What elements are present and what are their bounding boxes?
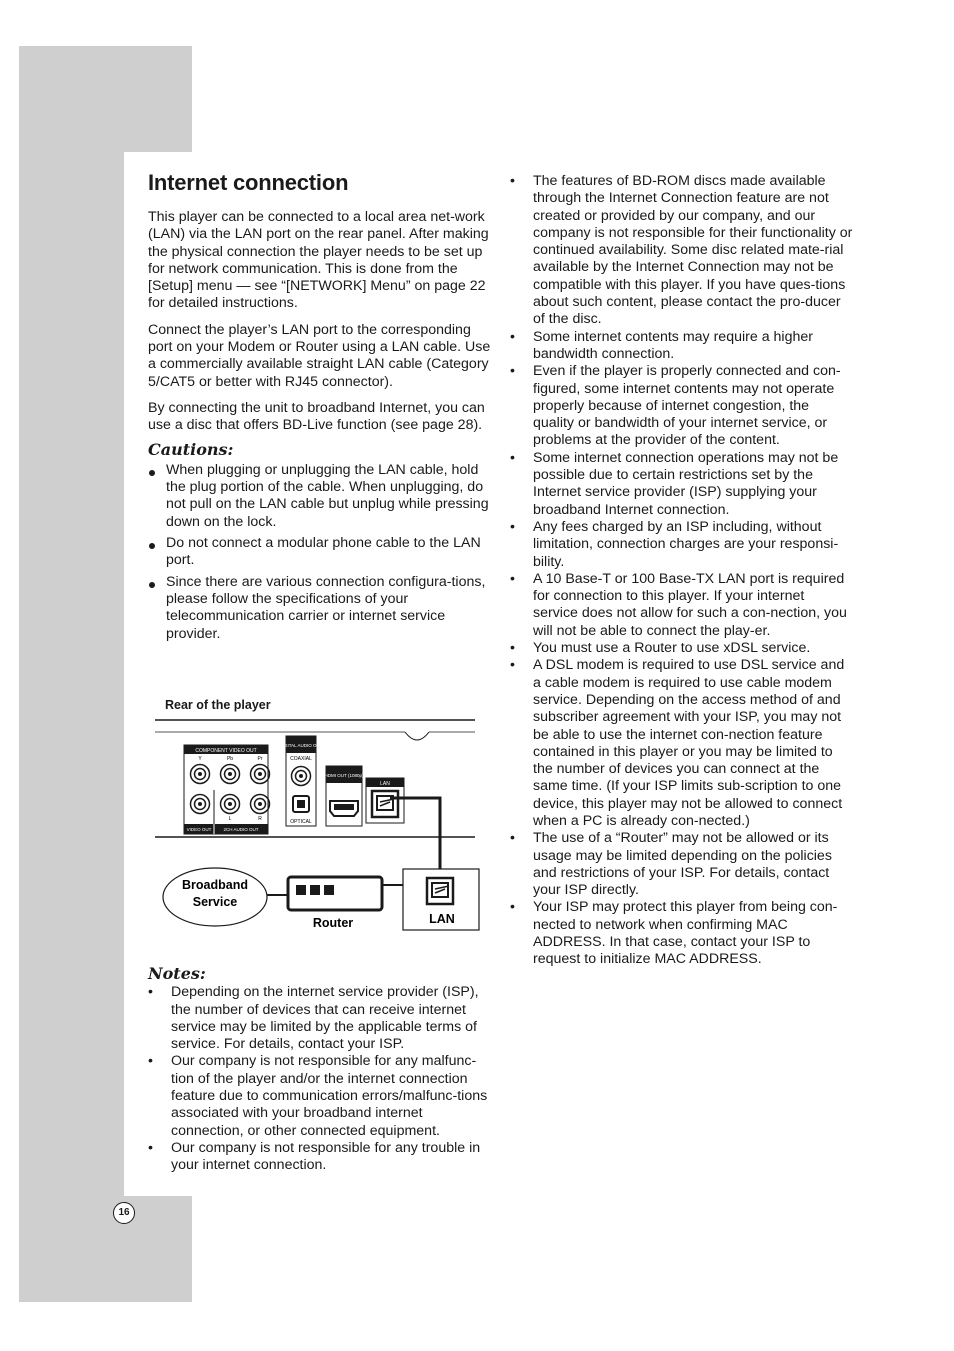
pb-label: Pb [226,756,234,762]
caution-item: Since there are various connection configura-tions, please follow the specifications of your telecommunication carrier or internet service provider. [148,574,492,643]
coaxial-label: COAXIAL [290,756,312,762]
broadband-label: Broadband [182,878,248,892]
notes-heading: Notes: [148,964,206,983]
rca-jack [251,765,270,784]
diagram-caption: Rear of the player [165,698,271,712]
info-item: • Even if the player is properly connected and con-figured, some internet contents may not operate properly because of internet congestion, the quality or bandwidth of your internet service, or problems at the provider of the content. [510,363,853,449]
page-backdrop-top [19,46,192,152]
rca-jack [191,765,210,784]
rca-jack [221,795,240,814]
hdmi-out-label: HDMI OUT (1080p) [324,773,364,778]
pr-label: Pr [257,756,263,762]
page-title: Internet connection [148,170,349,195]
note-item: • Our company is not responsible for any malfunc-tion of the player and/or the internet connection feature due to communication errors/malfunc-tions associated with your broadband internet connection, or other connected equipment. [148,1053,492,1139]
service-label: Service [192,895,238,909]
cautions-list [148,462,492,643]
router-label: Router [312,916,354,930]
intro-paragraph-2: Connect the player’s LAN port to the corresponding port on your Modem or Router using a LAN cable. Use a commercially available straight LAN cable (Category 5/CAT5 or better with RJ45 connector). [148,321,491,390]
lan-port-label: LAN [380,781,390,787]
info-item: • Some internet connection operations may not be possible due to certain restrictions set by the Internet service provider (ISP) supplying your broadband Internet connection. [510,450,853,519]
caution-item: When plugging or unplugging the LAN cable, hold the plug portion of the cable. When unplugging, do not pull on the LAN cable but unplug while pressing down on the lock. [148,462,492,531]
info-item: • A 10 Base-T or 100 Base-TX LAN port is required for connection to this player. If your internet service does not allow for such a con-nection, you will not be able to connect the play-er. [510,571,853,640]
l-label: L [228,816,232,822]
info-item: • The features of BD-ROM discs made available through the Internet Connection feature are not created or provided by our company, and our company is not responsible for their functionality or continued availability. Some disc related mate-rial available by the Internet Connection may not be compatible with this player. If you have ques-tions about such content, please contact the pro-ducer of the disc. [510,173,853,329]
right-column [510,173,853,969]
notes-section [148,965,492,1175]
note-item: • Depending on the internet service provider (ISP), the number of devices that can receive internet service may be limited by the applicable terms of service. For details, contact your ISP. [148,984,492,1053]
info-item: • Some internet contents may require a higher bandwidth connection. [510,329,853,364]
rca-jack [221,765,240,784]
cautions-heading: Cautions: [148,439,234,459]
caution-item: Do not connect a modular phone cable to the LAN port. [148,535,492,570]
info-item: • The use of a “Router” may not be allowed or its usage may be limited depending on the policies and restrictions of your ISP. For details, contact your ISP directly. [510,830,853,899]
intro-paragraph-3: By connecting the unit to broadband Internet, you can use a disc that offers BD-Live function (see page 28). [148,399,485,434]
page-number: 16 [113,1202,135,1224]
left-column [148,209,492,647]
coaxial-jack [292,767,311,786]
lan-label: LAN [429,912,455,926]
note-item: • Our company is not responsible for any trouble in your internet connection. [148,1140,492,1175]
intro-paragraph-1: This player can be connected to a local area net-work (LAN) via the LAN port on the rear panel. After making the physical connection the player needs to be set up for network communication. This is done from the [Setup] menu — see “[NETWORK] Menu” on page 22 for detailed instructions. [148,209,489,312]
2ch-audio-out-label: 2CH AUDIO OUT [223,827,259,832]
info-item: • You must use a Router to use xDSL service. [510,640,853,657]
info-item: • Any fees charged by an ISP including, without limitation, connection charges are your responsi-bility. [510,519,853,571]
video-out-label: VIDEO OUT [186,827,212,832]
page-backdrop-left [19,152,124,1198]
notes-list [148,984,492,1174]
y-label: Y [198,756,202,762]
rca-jack [251,795,270,814]
right-column-list [510,173,853,969]
page-backdrop-bottom [19,1196,192,1302]
optical-label: OPTICAL [290,819,312,825]
info-item: • Your ISP may protect this player from being con-nected to network when confirming MAC ADDRESS. In that case, contact your ISP to request to initialize MAC ADDRESS. [510,899,853,968]
r-label: R [258,816,262,822]
digital-audio-out-label: DIGITAL AUDIO OUT [279,743,323,748]
rear-panel-connection-diagram [150,690,490,940]
info-item: • A DSL modem is required to use DSL service and a cable modem is required to use cable modem service. Depending on the access method of and subscriber agreement with your ISP, you may not be able to use the internet con-nection feature contained in this player or you may be limited to the number of devices you can connect at the same time. (If your ISP limits sub-scription to one device, this player may not be allowed to connect when a PC is already con-nected.) [510,657,853,830]
rca-jack [191,795,210,814]
component-video-out-label: COMPONENT VIDEO OUT [195,748,257,754]
